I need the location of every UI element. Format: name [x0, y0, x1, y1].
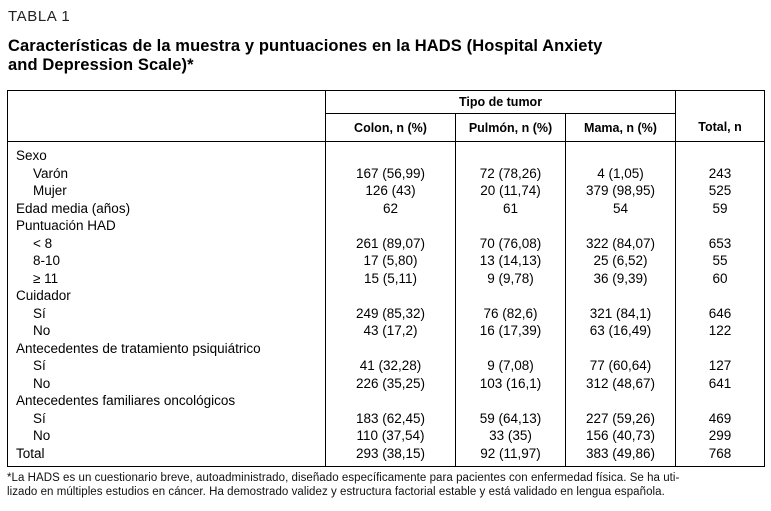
cell-value: 36 (9,39): [566, 270, 676, 288]
cell-value: 60: [676, 270, 765, 288]
table-row: [8, 182, 765, 200]
footnote: [7, 472, 764, 499]
cell-value: 62: [326, 200, 456, 218]
cell-value: 9 (9,78): [456, 270, 566, 288]
cell-value: [326, 217, 456, 235]
row-label: Edad media (años): [16, 200, 131, 216]
table-row: [8, 375, 765, 393]
row-label: Total: [16, 445, 45, 461]
cell-value: 293 (38,15): [326, 445, 456, 467]
cell-value: 9 (7,08): [456, 357, 566, 375]
cell-value: 110 (37,54): [326, 427, 456, 445]
cell-value: 59 (64,13): [456, 410, 566, 428]
cell-value: [676, 340, 765, 358]
cell-value: 77 (60,64): [566, 357, 676, 375]
footnote-line-2: lizado en múltiples estudios en cáncer. Ha demostrado validez y estructura factorial estable y está validado en lengua española.: [7, 485, 665, 498]
cell-value: [456, 340, 566, 358]
table-row: [8, 165, 765, 183]
column-header-pulmon: Pulmón, n (%): [456, 114, 566, 142]
cell-value: 33 (35): [456, 427, 566, 445]
cell-value: 322 (84,07): [566, 235, 676, 253]
table-row: [8, 305, 765, 323]
row-label: Antecedentes familiares oncológicos: [16, 393, 236, 408]
cell-value: [326, 340, 456, 358]
title-line-2: and Depression Scale)*: [8, 56, 194, 74]
cell-value: 76 (82,6): [456, 305, 566, 323]
cell-value: [566, 287, 676, 305]
cell-value: 13 (14,13): [456, 252, 566, 270]
cell-value: [326, 392, 456, 410]
row-label: Sí: [33, 410, 46, 426]
cell-value: [456, 217, 566, 235]
cell-value: 126 (43): [326, 182, 456, 200]
cell-value: 4 (1,05): [566, 165, 676, 183]
cell-value: 20 (11,74): [456, 182, 566, 200]
cell-value: 61: [456, 200, 566, 218]
row-label: Mujer: [33, 183, 67, 198]
row-label: < 8: [33, 235, 53, 251]
cell-value: [326, 287, 456, 305]
table-row: [8, 410, 765, 428]
table-row: [8, 142, 765, 165]
cell-value: 299: [676, 427, 765, 445]
cell-value: [566, 217, 676, 235]
row-label: ≥ 11: [33, 270, 59, 286]
cell-value: 55: [676, 252, 765, 270]
row-label: No: [33, 375, 51, 391]
row-label: No: [33, 323, 51, 338]
row-label: Sí: [33, 305, 46, 321]
cell-value: 17 (5,80): [326, 252, 456, 270]
cell-value: 379 (98,95): [566, 182, 676, 200]
cell-value: 63 (16,49): [566, 322, 676, 340]
cell-value: 15 (5,11): [326, 270, 456, 288]
cell-value: [676, 217, 765, 235]
cell-value: [456, 287, 566, 305]
cell-value: 59: [676, 200, 765, 218]
cell-value: 54: [566, 200, 676, 218]
table-row: [8, 357, 765, 375]
table-row: [8, 217, 765, 235]
row-label: Puntuación HAD: [16, 218, 116, 233]
cell-value: 243: [676, 165, 765, 183]
cell-value: 525: [676, 182, 765, 200]
row-label: Sexo: [16, 148, 47, 163]
column-header-mama: Mama, n (%): [566, 114, 676, 142]
footnote-line-1: *La HADS es un cuestionario breve, autoadministrado, diseñado específicamente para pacientes con enfermedad física. Se ha uti-: [7, 472, 680, 484]
table-body: [8, 142, 765, 467]
cell-value: 122: [676, 322, 765, 340]
cell-value: 72 (78,26): [456, 165, 566, 183]
table-row: [8, 322, 765, 340]
cell-value: [676, 392, 765, 410]
cell-value: 641: [676, 375, 765, 393]
row-label: Antecedentes de tratamiento psiquiátrico: [16, 340, 261, 356]
row-label: Cuidador: [16, 288, 71, 303]
table-row: [8, 287, 765, 305]
table-row: [8, 392, 765, 410]
corner-cell: [8, 91, 326, 142]
table-row: [8, 445, 765, 467]
column-group-header: Tipo de tumor: [326, 91, 676, 114]
cell-value: 383 (49,86): [566, 445, 676, 467]
cell-value: 103 (16,1): [456, 375, 566, 393]
cell-value: 312 (48,67): [566, 375, 676, 393]
table-head: [8, 91, 765, 142]
table-row: [8, 427, 765, 445]
table-row: [8, 200, 765, 218]
cell-value: 41 (32,28): [326, 357, 456, 375]
cell-value: 226 (35,25): [326, 375, 456, 393]
cell-value: 653: [676, 235, 765, 253]
table-title: [8, 37, 764, 75]
title-line-1: Características de la muestra y puntuaciones en la HADS (Hospital Anxiety: [8, 37, 603, 55]
table-row: [8, 270, 765, 288]
cell-value: 167 (56,99): [326, 165, 456, 183]
cell-value: 249 (85,32): [326, 305, 456, 323]
cell-value: 321 (84,1): [566, 305, 676, 323]
cell-value: [566, 142, 676, 165]
cell-value: 646: [676, 305, 765, 323]
table-row: [8, 235, 765, 253]
cell-value: 183 (62,45): [326, 410, 456, 428]
cell-value: 70 (76,08): [456, 235, 566, 253]
cell-value: [676, 142, 765, 165]
cell-value: [326, 142, 456, 165]
cell-value: [456, 142, 566, 165]
cell-value: 768: [676, 445, 765, 467]
cell-value: 92 (11,97): [456, 445, 566, 467]
cell-value: 127: [676, 357, 765, 375]
cell-value: 227 (59,26): [566, 410, 676, 428]
cell-value: 156 (40,73): [566, 427, 676, 445]
cell-value: [676, 287, 765, 305]
table-row: [8, 252, 765, 270]
column-header-colon: Colon, n (%): [326, 114, 456, 142]
cell-value: 469: [676, 410, 765, 428]
header-row-group: [8, 91, 765, 114]
cell-value: [566, 392, 676, 410]
data-table: [7, 90, 765, 467]
row-label: 8-10: [33, 253, 61, 268]
table-label: TABLA 1: [8, 8, 71, 25]
cell-value: [456, 392, 566, 410]
table-row: [8, 340, 765, 358]
cell-value: [566, 340, 676, 358]
cell-value: 16 (17,39): [456, 322, 566, 340]
cell-value: 25 (6,52): [566, 252, 676, 270]
row-label: No: [33, 428, 51, 443]
cell-value: 43 (17,2): [326, 322, 456, 340]
column-header-total: Total, n: [676, 91, 765, 142]
row-label: Sí: [33, 358, 46, 373]
cell-value: 261 (89,07): [326, 235, 456, 253]
row-label: Varón: [33, 165, 69, 181]
